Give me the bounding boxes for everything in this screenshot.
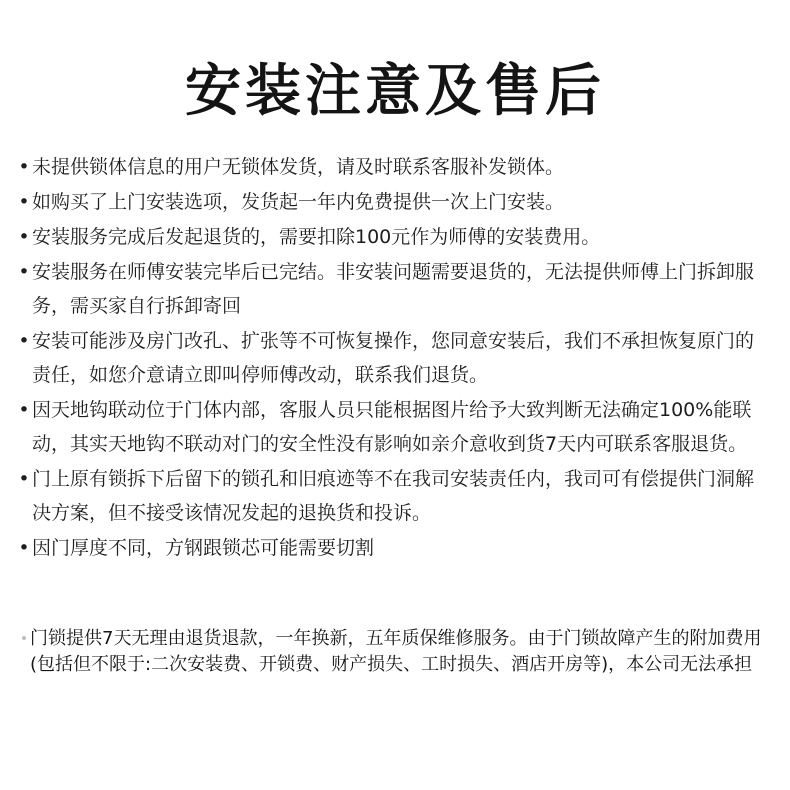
list-item — [18, 220, 770, 254]
list-item-text: 安装可能涉及房门改孔、扩张等不可恢复操作，您同意安装后，我们不承担恢复原门的责任，如您介意请立即叫停师傅改动，联系我们退货。 — [32, 330, 755, 386]
bullet-icon: • — [18, 468, 30, 490]
list-item-text: 未提供锁体信息的用户无锁体发货，请及时联系客服补发锁体。 — [32, 156, 565, 178]
warranty-note-text: 门锁提供7天无理由退货退款，一年换新，五年质保维修服务。由于门锁故障产生的附加费用(包括但不限于:二次安装费、开锁费、财产损失、工时损失、酒店开房等)，本公司无法承担 — [30, 628, 762, 675]
bullet-icon: • — [18, 330, 30, 352]
list-item — [18, 150, 770, 184]
list-item-text: 如购买了上门安装选项，发货起一年内免费提供一次上门安装。 — [32, 191, 565, 213]
list-item — [18, 185, 770, 219]
bullet-icon: • — [18, 156, 30, 178]
bullet-icon: • — [18, 399, 30, 421]
list-item — [18, 531, 770, 565]
bullet-icon: • — [18, 261, 30, 283]
bullet-icon: • — [18, 537, 30, 559]
warranty-note — [22, 626, 780, 678]
bullet-icon: • — [18, 191, 30, 213]
list-item — [18, 393, 770, 461]
list-item-text: 门上原有锁拆下后留下的锁孔和旧痕迹等不在我司安装责任内，我司可有偿提供门洞解决方案，但不接受该情况发起的退换货和投诉。 — [32, 468, 755, 524]
notice-list — [18, 150, 770, 566]
list-item — [18, 324, 770, 392]
list-item-text: 因门厚度不同，方钢跟锁芯可能需要切割 — [32, 537, 375, 559]
page-title: 安装注意及售后 — [185, 59, 605, 124]
list-item-text: 安装服务完成后发起退货的，需要扣除100元作为师傅的安装费用。 — [32, 226, 601, 248]
bullet-icon: • — [18, 226, 30, 248]
list-item-text: 安装服务在师傅安装完毕后已完结。非安装问题需要退货的，无法提供师傅上门拆卸服务，需买家自行拆卸寄回 — [32, 261, 755, 317]
list-item-text: 因天地钩联动位于门体内部，客服人员只能根据图片给予大致判断无法确定100%能联动，其实天地钩不联动对门的安全性没有影响如亲介意收到货7天内可联系客服退货。 — [32, 399, 752, 455]
dot-icon — [22, 636, 26, 640]
list-item — [18, 462, 770, 530]
list-item — [18, 255, 770, 323]
